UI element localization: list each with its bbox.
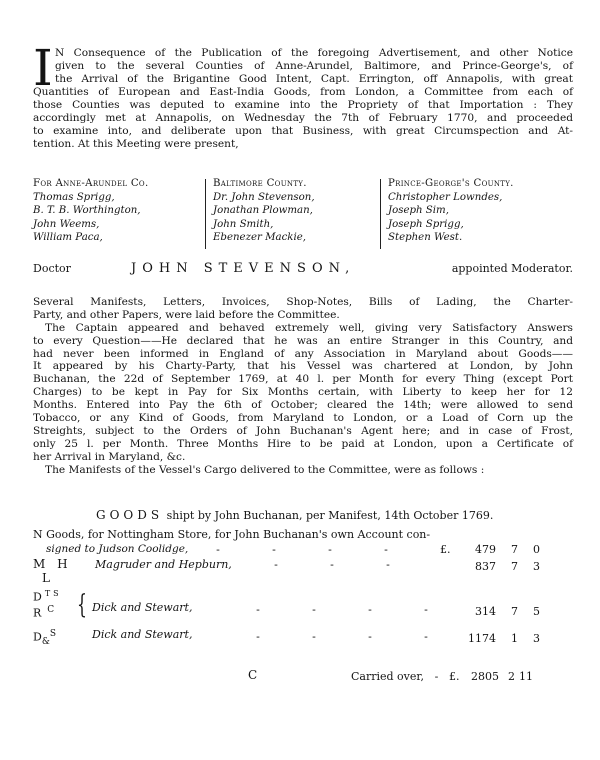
drop-cap: I <box>33 39 53 97</box>
column-divider <box>380 179 381 249</box>
intro-line: accordingly met at Annapolis, on Wednesday the 7th of February 1770, and proceeded <box>33 112 573 124</box>
merchant-mark: $R^C$ <box>33 605 61 620</box>
intro-line: tention. At this Meeting were present, <box>33 138 239 150</box>
delegate-name: Thomas Sprigg, <box>33 191 115 203</box>
dash-leader: - - - - <box>256 630 428 643</box>
county-column-prince-georges <box>388 177 514 245</box>
intro-paragraph <box>33 39 573 151</box>
amount-pounds: 2805 <box>470 670 499 683</box>
intro-line: to examine into, and deliberate upon that Business, with great Circumspection and At- <box>33 125 573 137</box>
delegate-name: Joseph Sprigg, <box>388 218 464 230</box>
body-line: Streights, subject to the Orders of John Buchanan's Agent here; and in case of Frost, <box>33 424 573 437</box>
county-heading: Prince-George's County. <box>388 178 514 189</box>
body-line: It appeared by his Charty-Party, that his Vessel was chartered at London, by John <box>33 360 573 373</box>
body-line: Months. Entered into Pay the 6th of October; cleared the 14th; were allowed to send <box>33 399 573 412</box>
merchant-mark: $D_{\&}^S$ <box>33 629 57 647</box>
delegate-name: Ebenezer Mackie, <box>213 232 306 243</box>
dash-leader: - - - <box>274 558 390 571</box>
carried-dash: - <box>434 670 439 683</box>
delegate-name: Joseph Sim, <box>388 205 449 216</box>
moderator-name: JOHN STEVENSON, <box>131 261 356 276</box>
delegate-name: Stephen West. <box>388 232 463 243</box>
county-column-baltimore <box>213 177 315 245</box>
body-line: Several Manifests, Letters, Invoices, Shop-Notes, Bills of Lading, the Charter- <box>33 296 573 308</box>
amount-pence: 0 <box>533 543 540 556</box>
body-line: Buchanan, the 22d of September 1769, at 40 l. per Month for every Thing (except Port <box>33 373 573 386</box>
intro-line: N Consequence of the Publication of the foregoing Advertisement, and other Notice <box>55 47 573 59</box>
body-paragraph <box>33 296 573 476</box>
merchant-mark: M H <box>33 557 72 571</box>
amount-pounds: 479 <box>475 543 496 556</box>
delegate-name: William Paca, <box>33 232 103 243</box>
delegate-name: John Smith, <box>213 218 274 230</box>
brace-glyph: { <box>77 590 87 620</box>
dash-leader: - - - - <box>256 603 428 616</box>
amount-pence: 3 <box>533 632 540 645</box>
body-line: The Manifests of the Vessel's Cargo delivered to the Committee, were as follows : <box>45 463 485 476</box>
amount-row <box>458 632 540 645</box>
amount-pounds: 314 <box>475 605 496 618</box>
delegate-name: Dr. John Stevenson, <box>213 191 315 203</box>
amount-row <box>458 560 540 573</box>
amount-pounds: 837 <box>475 560 496 573</box>
goods-heading <box>96 508 493 522</box>
amount-shillings: 7 <box>511 543 518 556</box>
delegate-name: Christopher Lowndes, <box>388 191 503 203</box>
county-heading: Baltimore County. <box>213 178 307 189</box>
amount-pence: 11 <box>518 670 533 683</box>
county-delegates <box>33 177 573 252</box>
goods-first-line: N Goods, for Nottingham Store, for John Buchanan's own Account con- <box>33 528 431 541</box>
amount-row <box>440 543 540 556</box>
consignee: Magruder and Hepburn, <box>95 558 232 571</box>
carried-mark: C <box>248 668 258 682</box>
delegate-name: Jonathan Plowman, <box>213 205 313 216</box>
moderator-title: Doctor <box>33 262 71 275</box>
delegate-name: B. T. B. Worthington, <box>33 205 141 216</box>
carried-label: Carried over, <box>351 670 424 683</box>
delegate-name: John Weems, <box>33 218 100 230</box>
consignee: Dick and Stewart, <box>92 628 193 641</box>
consignee: Dick and Stewart, <box>92 601 193 614</box>
body-line: Tobacco, or any Kind of Goods, from Maryland to London, or a Load of Corn up the <box>33 412 573 425</box>
dash-leader: - - - - <box>216 543 388 556</box>
amount-shillings: 1 <box>511 632 518 645</box>
amount-pence: 3 <box>533 560 540 573</box>
intro-line: those Counties was deputed to examine into the Propriety of that Importation : They <box>33 99 573 111</box>
body-line: Charges) to be kept in Pay for Six Months certain, with Liberty to keep her for 12 <box>33 386 573 399</box>
amount-pounds: 1174 <box>468 632 496 645</box>
moderator-role: appointed Moderator. <box>451 262 573 275</box>
goods-heading-rest: shipt by John Buchanan, per Manifest, 14th October 1769. <box>166 509 494 522</box>
goods-heading-word: GOODS <box>96 508 164 522</box>
amount-pence: 5 <box>533 605 540 618</box>
currency-symbol: £. <box>448 670 460 683</box>
goods-first-line-cont: signed to Judson Coolidge, <box>46 543 189 555</box>
body-line: The Captain appeared and behaved extremely well, giving very Satisfactory Answers <box>45 321 573 334</box>
county-heading: For Anne-Arundel Co. <box>33 178 149 189</box>
body-line: only 25 l. per Month. Three Months Hire to be paid at London, upon a Certificate of <box>33 437 573 450</box>
column-divider <box>205 179 206 249</box>
amount-row <box>458 605 540 618</box>
carried-over-row <box>351 670 533 683</box>
merchant-mark: $D^{TS}$ <box>33 589 62 604</box>
amount-shillings: 7 <box>511 560 518 573</box>
county-column-anne-arundel <box>33 177 149 245</box>
body-line: had never been informed in England of any Association in Maryland about Goods—— <box>33 347 573 360</box>
body-line: to every Question——He declared that he was an entire Stranger in this Country, and <box>33 334 573 347</box>
amount-shillings: 2 <box>507 670 515 683</box>
body-line: Party, and other Papers, were laid before the Committee. <box>33 308 340 321</box>
intro-line: given to the several Counties of Anne-Arundel, Baltimore, and Prince-George's, of <box>55 60 573 72</box>
intro-line: Quantities of European and East-India Goods, from London, a Committee from each of <box>33 86 573 98</box>
currency-symbol: £. <box>440 543 451 556</box>
body-line: her Arrival in Maryland, &c. <box>33 450 186 463</box>
intro-line: the Arrival of the Brigantine Good Intent, Capt. Errington, off Annapolis, with great <box>55 73 573 85</box>
amount-shillings: 7 <box>511 605 518 618</box>
merchant-mark: L <box>42 571 50 585</box>
